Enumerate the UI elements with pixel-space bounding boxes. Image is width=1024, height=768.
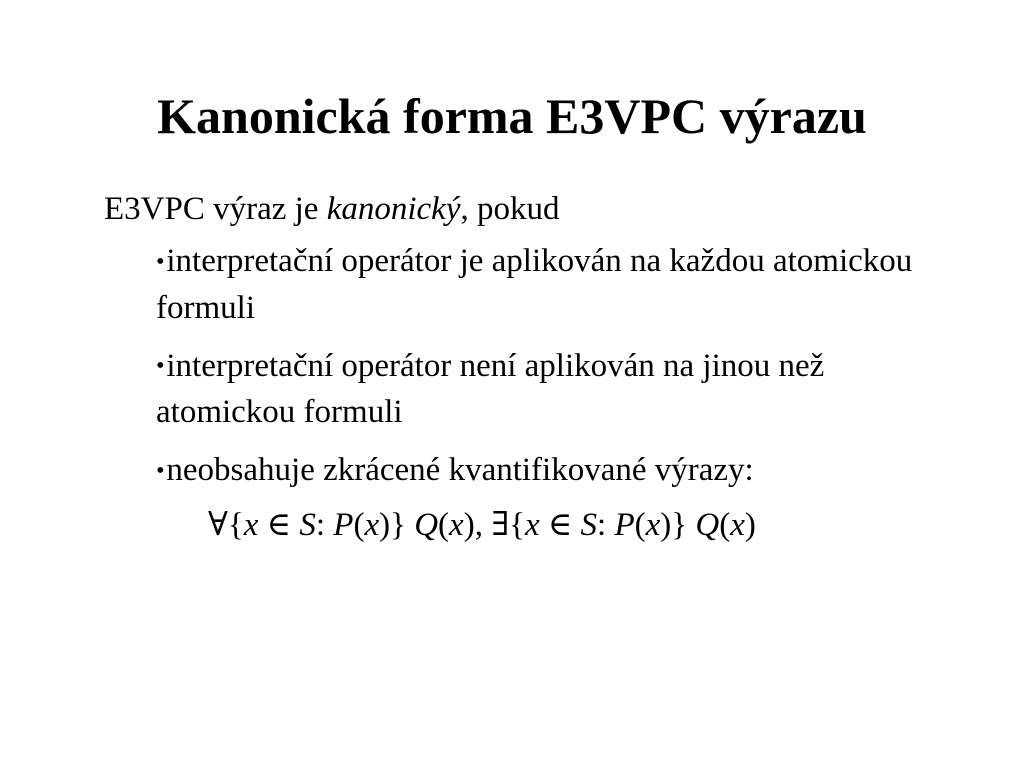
bullet-text: interpretační operátor není aplikován na jinou než atomickou formuli bbox=[156, 347, 825, 431]
formula-colon: : bbox=[597, 506, 615, 543]
bullet-icon: • bbox=[156, 247, 165, 275]
formula-predicate-p: P bbox=[614, 506, 635, 543]
slide-title: Kanonická forma E3VPC výrazu bbox=[157, 88, 867, 144]
formula-paren: ( bbox=[353, 506, 365, 543]
bullet-item bbox=[156, 447, 916, 494]
formula-close: )} bbox=[660, 506, 696, 543]
bullet-item bbox=[156, 343, 916, 436]
bullet-icon: • bbox=[156, 456, 165, 484]
element-of-symbol: ∈ bbox=[258, 506, 300, 543]
formula-close: )} bbox=[379, 506, 415, 543]
formula-predicate-q: Q bbox=[695, 506, 720, 543]
intro-text-end: , pokud bbox=[460, 191, 560, 227]
quantifier-formula bbox=[208, 502, 964, 548]
formula-paren: ( bbox=[634, 506, 646, 543]
formula-var: x bbox=[645, 506, 661, 543]
formula-var: x bbox=[449, 506, 464, 543]
formula-separator: ), bbox=[463, 506, 492, 543]
formula-paren: ( bbox=[438, 506, 450, 543]
formula-var: x bbox=[364, 506, 380, 543]
bullet-item bbox=[156, 238, 916, 331]
formula-var: x bbox=[243, 506, 259, 543]
exists-symbol: ∃{ bbox=[491, 506, 525, 543]
bullet-list bbox=[104, 238, 964, 494]
forall-symbol: ∀{ bbox=[208, 506, 244, 543]
bullet-text: interpretační operátor je aplikován na každou atomickou formuli bbox=[156, 243, 913, 326]
intro-emphasis: kanonický bbox=[326, 191, 461, 227]
formula-set: S bbox=[580, 506, 598, 543]
formula-paren: ( bbox=[719, 506, 731, 543]
formula-set: S bbox=[299, 506, 316, 543]
bullet-text: neobsahuje zkrácené kvantifikované výrazy: bbox=[166, 452, 754, 489]
formula-predicate-q: Q bbox=[414, 506, 439, 543]
formula-end: ) bbox=[744, 506, 756, 543]
formula-predicate-p: P bbox=[333, 506, 354, 543]
intro-line bbox=[104, 186, 964, 232]
formula-colon: : bbox=[315, 506, 334, 543]
formula-var: x bbox=[524, 506, 540, 543]
slide-body bbox=[104, 186, 964, 548]
intro-text: E3VPC výraz je bbox=[104, 191, 327, 227]
bullet-icon: • bbox=[156, 352, 165, 380]
formula-var: x bbox=[730, 506, 745, 543]
element-of-symbol: ∈ bbox=[539, 506, 581, 543]
